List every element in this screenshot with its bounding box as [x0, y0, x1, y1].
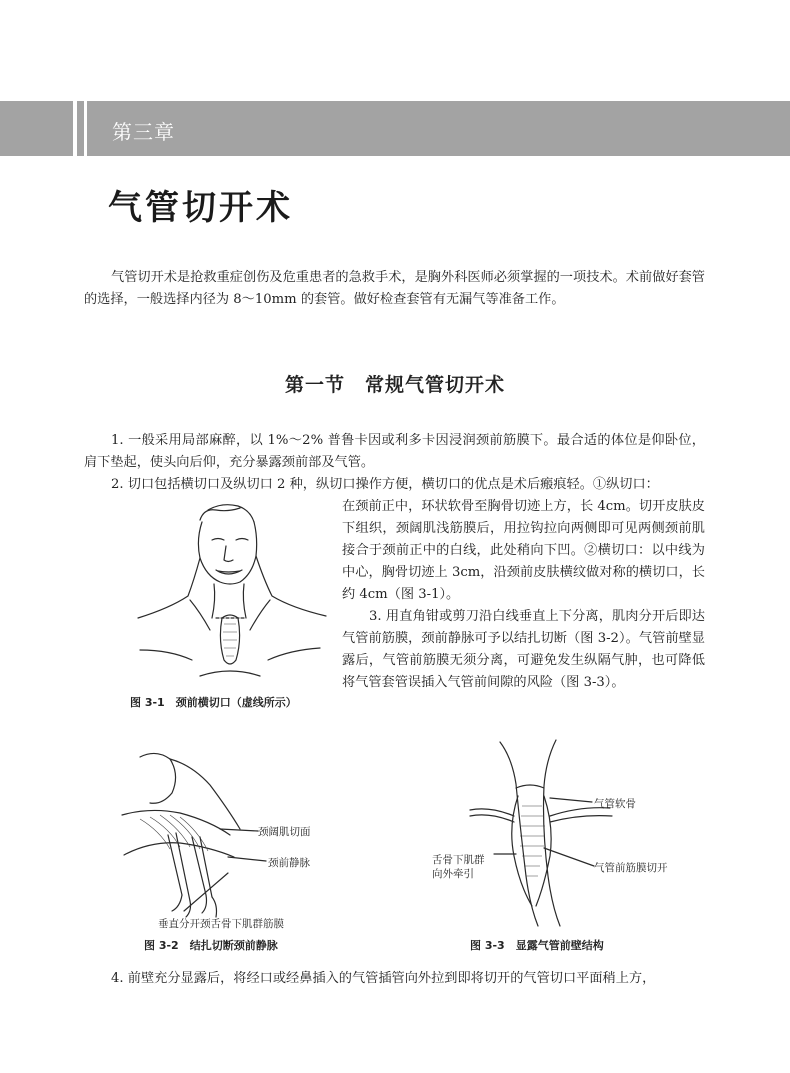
- figure-3-2-caption: 图 3-2 结扎切断颈前静脉: [144, 939, 278, 952]
- intro-paragraph: 气管切开术是抢救重症创伤及危重患者的急救手术，是胸外科医师必须掌握的一项技术。术前做好套管的选择，一般选择内径为 8～10mm 的套管。做好检查套管有无漏气等准备工作。: [84, 270, 705, 307]
- step-3-paragraph: 3. 用直角钳或剪刀沿白线垂直上下分离，肌肉分开后即达气管前筋膜，颈前静脉可予以结扎切断（图 3-2）。气管前壁显露后，气管前筋膜无须分离，可避免发生纵隔气肿，也可降低将气管套管误插入气管前间隙的风险（图 3-3）。: [342, 609, 705, 690]
- neck-incision-drawing: [130, 500, 330, 685]
- label-infrahyoid-fascia: 垂直分开颈舌骨下肌群筋膜: [158, 918, 284, 930]
- figure-3-3-illustration: [460, 736, 640, 931]
- label-tracheal-cartilage: 气管软骨: [594, 798, 636, 810]
- figure-3-1-caption: 图 3-1 颈前横切口（虚线所示）: [130, 696, 297, 709]
- label-platysma-cut: 颈阔肌切面: [258, 826, 311, 838]
- figure-3-3-caption: 图 3-3 显露气管前壁结构: [470, 939, 604, 952]
- label-anterior-jugular-vein: 颈前静脉: [268, 857, 310, 869]
- page-title: 气管切开术: [108, 188, 293, 228]
- step-4-paragraph: 4. 前壁充分显露后，将经口或经鼻插入的气管插管向外拉到即将切开的气管切口平面稍上方，: [111, 971, 656, 986]
- step-2-paragraph-continued: 在颈前正中，环状软骨至胸骨切迹上方，长 4cm。切开皮肤皮下组织，颈阔肌浅筋膜后，用拉钩拉向两侧即可见两侧颈前肌接合于颈前正中的白线，此处稍向下凹。②横切口：以中线为中心，胸骨切迹上 3cm，沿颈前皮肤横纹做对称的横切口，长约 4cm（图 3-1）。: [342, 499, 705, 602]
- header-stripe: [84, 101, 87, 156]
- figure-3-1-illustration: [130, 500, 330, 685]
- label-infrahyoid-muscles: 舌骨下肌群: [432, 854, 485, 866]
- figure-3-2-illustration: [110, 745, 360, 925]
- step-1-paragraph: 1. 一般采用局部麻醉，以 1%～2% 普鲁卡因或利多卡因浸润颈前筋膜下。最合适的体位是仰卧位，肩下垫起，使头向后仰，充分暴露颈前部及气管。: [84, 433, 705, 470]
- label-retract-outward: 向外牵引: [432, 868, 474, 880]
- header-stripe: [73, 101, 77, 156]
- label-pretracheal-fascia-incision: 气管前筋膜切开: [594, 862, 668, 874]
- vein-ligation-drawing: [110, 745, 360, 925]
- trachea-exposure-drawing: [460, 736, 640, 931]
- step-2-paragraph-first-line: 2. 切口包括横切口及纵切口 2 种，纵切口操作方便，横切口的优点是术后瘢痕轻。①纵切口：: [111, 477, 659, 492]
- section-title: 第一节 常规气管切开术: [284, 374, 505, 396]
- chapter-label: 第三章: [112, 120, 175, 144]
